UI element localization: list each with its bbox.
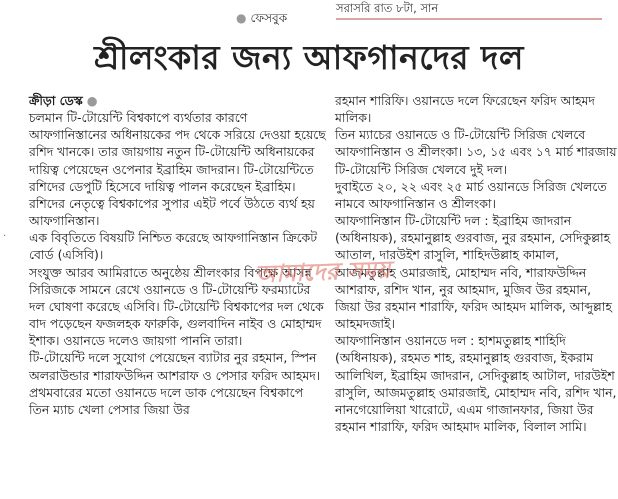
watermark-logo: আমাদের সময় (254, 255, 391, 289)
edge-mark: · (3, 231, 7, 242)
top-right-text: সরাসরি রাত ৮টা, সান (336, 1, 439, 15)
facebook-label (236, 10, 287, 30)
paragraph: সংযুক্ত আরব আমিরাতে অনুষ্ঠেয় শ্রীলংকার বিপক্ষে আসন্ন সিরিজকে সামনে রেখে ওয়ানডে ও টি-টোয়েন্টি ফরম্যাটের দল ঘোষণা করেছে এসিবি। টি-টোয়েন্টি বিশ্বকাপের দল থেকে বাদ পড়েছেন ফজলহক ফারুকি, গুলবাদিন নাইব ও মোহাম্মদ ইশাক। ওয়ানডে দলেও জায়গা পাননি তারা। (29, 264, 324, 349)
paragraph: আফগানিস্তান টি-টোয়েন্টি দল : ইব্রাহিম জাদরান (অধিনায়ক), রহমানুল্লাহ গুরবাজ, নুর রহমান, সেদিকুল্লাহ আতাল, দারউইশ রাসুলি, শাহিদউল্লাহ কামাল, আজমতুল্লাহ ওমারজাই, মোহাম্মদ নবি, শারাফউদ্দিন আশরাফ, রশিদ খান, নুর আহমাদ, মুজিব উর রহমান, জিয়া উর রহমান শারাফি, ফরিদ আহমদ মালিক, আব্দুল্লাহ আহমদজাই। (335, 213, 612, 332)
top-strip (0, 0, 618, 30)
paragraph: দুবাইতে ২০, ২২ এবং ২৫ মার্চ ওয়ানডে সিরিজ খেলতে নামবে আফগানিস্তান ও শ্রীলংকা। (335, 178, 607, 211)
byline-text: ক্রীড়া ডেস্ক (29, 93, 83, 108)
bullet-icon: ● (86, 93, 98, 108)
paragraph: এক বিবৃতিতে বিষয়টি নিশ্চিত করেছে আফগানিস্তান ক্রিকেট বোর্ড (এসিবি)। (29, 230, 317, 263)
paragraph: তিন ম্যাচের ওয়ানডে ও টি-টোয়েন্টি সিরিজ খেলবে আফগানিস্তান ও শ্রীলংকা। ১৩, ১৫ এবং ১৭ মার্চ শারজায় টি-টোয়েন্টি সিরিজ খেলবে দুই দল। (335, 127, 617, 177)
bullet-icon: ● (236, 11, 247, 25)
paragraph: রহমান শারিফি। ওয়ানডে দলে ফিরেছেন ফরিদ আহমদ মালিক। (335, 93, 595, 126)
paragraph: আফগানিস্তান ওয়ানডে দল : হাশমতুল্লাহ শাহিদি (অধিনায়ক), রহমত শাহ, রহমানুল্লাহ গুরবাজ, ইকরাম আলিখিল, ইব্রাহিম জাদরান, সেদিকুল্লাহ আটাল, দারউইশ রাসুলি, আজমতুল্লাহ ওমারজাই, মোহাম্মদ নবি, রশিদ খান, নানগেয়োলিয়া খারোটে, এএম গাজানফার, জিয়া উর রহমান শারাফি, ফরিদ আহমাদ মালিক, বিলাল সামি। (335, 333, 617, 434)
headline: শ্রীলংকার জন্য আফগানদের দল (94, 38, 524, 77)
byline (29, 92, 327, 109)
paragraph: প্রথমবারের মতো ওয়ানডে দলে ডাক পেয়েছেন বিশ্বকাপে তিন ম্যাচ খেলা পেসার জিয়া উর (29, 384, 304, 417)
paragraph: টি-টোয়েন্টি দলে সুযোগ পেয়েছেন ব্যাটার নুর রহমান, স্পিন অলরাউন্ডার শারাফউদ্দিন আশরাফ ও পেসার ফরিদ আহমদ। (29, 350, 321, 383)
top-rule (336, 18, 602, 20)
paragraph: চলমান টি-টোয়েন্টি বিশ্বকাপে ব্যর্থতার কারণে আফগানিস্তানের অধিনায়কের পদ থেকে সরিয়ে দেওয়া হয়েছে রশিদ খানকে। তার জায়গায় নতুন টি-টোয়েন্টি অধিনায়কের দায়িত্ব পেয়েছেন ওপেনার ইব্রাহিম জাদরান। টি-টোয়েন্টিতে রশিদের ডেপুটি হিসেবে দায়িত্ব পালন করেছেন ইব্রাহিম। রশিদের নেতৃত্বে বিশ্বকাপের সুপার এইট পর্বে উঠতে ব্যর্থ হয় আফগানিস্তান। (29, 110, 326, 229)
facebook-label-text: ফেসবুক (250, 11, 288, 25)
